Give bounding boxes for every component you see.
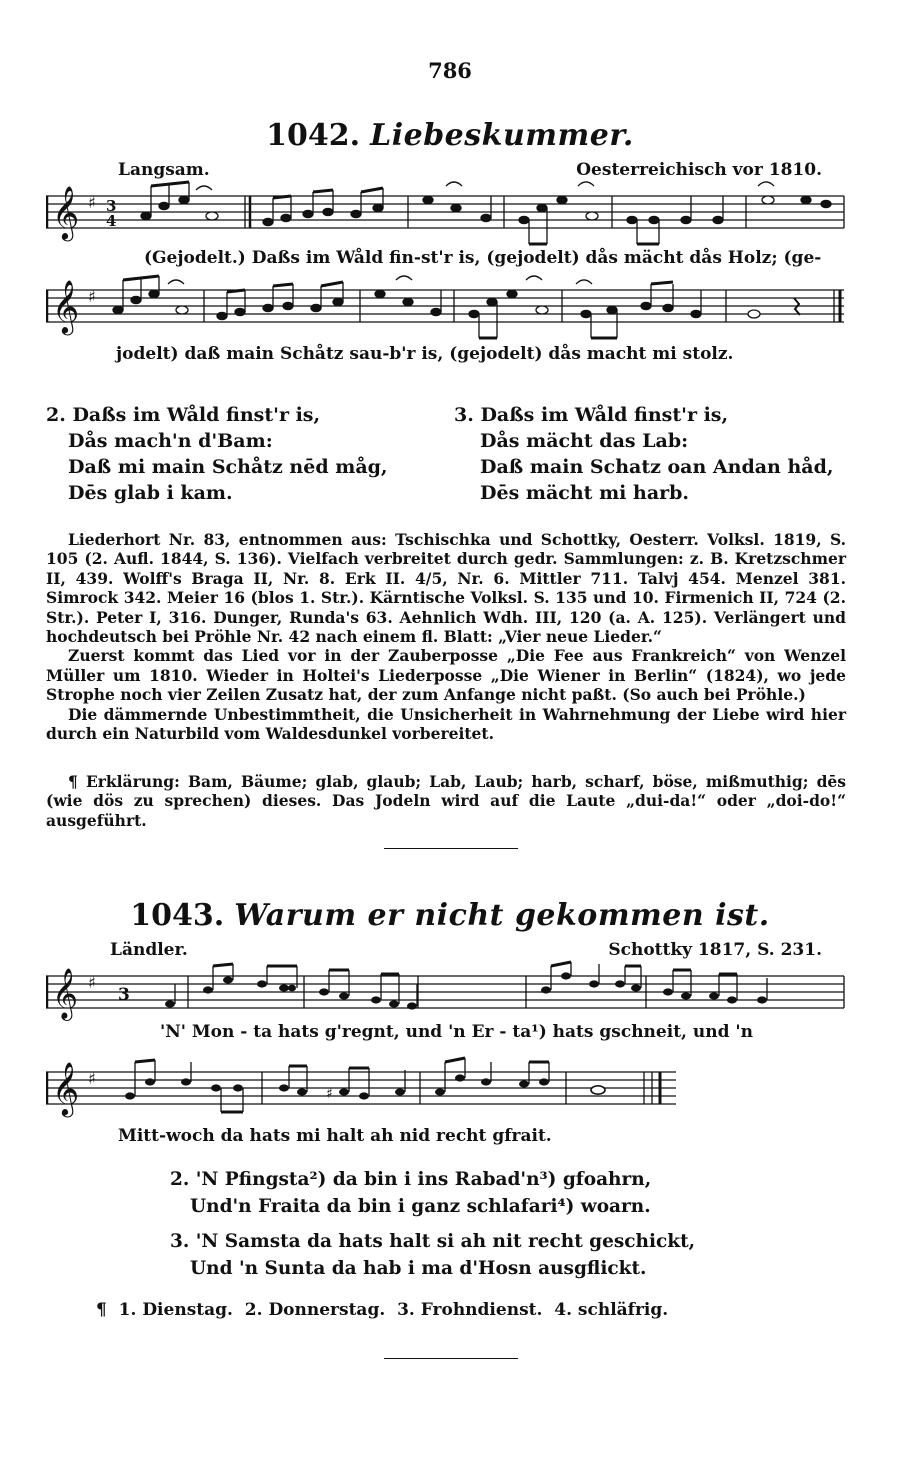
svg-text:𝄞: 𝄞 [52, 1061, 80, 1115]
verse-2 [46, 402, 388, 506]
verse-line: 3. 'N Samsta da hats halt si ah nit recht geschickt, [170, 1231, 696, 1252]
music-staff-3 [46, 960, 846, 1024]
note-paragraph: Zuerst kommt das Lied vor in der Zauberposse „Die Fee aus Frankreich“ von Wenzel Müller um 1810. Wieder in Holtei's Liederposse „Die Wiener in Berlin“ (1824), wo jede Strophe noch vier Zeilen Zusatz hat, der zum Anfange nicht paßt. (So auch bei Pröhle.) [46, 646, 846, 705]
svg-text:♯: ♯ [88, 973, 96, 992]
verse-line: Dås mächt das Lab: [480, 430, 689, 452]
svg-text:♯: ♯ [88, 193, 96, 212]
section-divider [384, 848, 518, 849]
verse-line: Daß mi main Schåtz nēd måg, [68, 456, 388, 478]
song-title-1042 [0, 118, 900, 153]
lyrics-line-1: (Gejodelt.) Daßs im Wåld fin-st'r is, (gejodelt) dås mächt dås Holz; (ge- [144, 248, 822, 268]
verse-line: 2. 'N Pfingsta²) da bin i ins Rabad'n³) gfoahrn, [170, 1169, 652, 1190]
footnotes: ¶ 1. Dienstag. 2. Donnerstag. 3. Frohndienst. 4. schläfrig. [96, 1300, 669, 1320]
source-note: Schottky 1817, S. 231. [608, 940, 822, 960]
tempo-marking: Ländler. [110, 940, 188, 960]
verse-line: Dēs mächt mi harb. [480, 482, 690, 504]
svg-text:4: 4 [106, 212, 117, 230]
verse-line: Und 'n Sunta da hab i ma d'Hosn ausgflickt. [190, 1258, 647, 1279]
explanation [46, 772, 846, 830]
section-divider [384, 1358, 518, 1359]
verse-line: Dēs glab i kam. [68, 482, 233, 504]
song2-verses [170, 1166, 695, 1282]
svg-text:3: 3 [106, 197, 117, 215]
svg-text:𝄞: 𝄞 [52, 279, 80, 333]
svg-text:𝄞: 𝄞 [52, 968, 79, 1019]
explanation-text: ¶ Erklärung: Bam, Bäume; glab, glaub; Lab, Laub; harb, scharf, böse, mißmuthig; dēs (wie dös zu sprechen) dieses. Das Jodeln wird auf die Laute „dui-da!“ oder „doi-do!“ ausgeführt. [46, 772, 846, 830]
verse-3 [454, 402, 834, 506]
svg-text:3: 3 [118, 985, 130, 1005]
verse-line: 3. Daßs im Wåld finst'r is, [454, 404, 729, 426]
song-name: Liebeskummer. [370, 118, 634, 153]
music-staff-4 [46, 1054, 686, 1126]
song-number: 1042. [266, 118, 361, 153]
music-staff-1 [46, 178, 846, 250]
note-paragraph: Die dämmernde Unbestimmtheit, die Unsicherheit in Wahrnehmung der Liebe wird hier durch ein Naturbild vom Waldesdunkel vorbereitet. [46, 704, 846, 744]
tempo-marking: Langsam. [118, 160, 210, 180]
page-number: 786 [428, 58, 472, 83]
note-paragraph: Liederhort Nr. 83, entnommen aus: Tschischka und Schottky, Oesterr. Volksl. 1819, S. 105 (2. Aufl. 1844, S. 136). Vielfach verbreitet durch gedr. Sammlungen: z. B. Kretzschmer II, 439. Wolff's Braga II, Nr. 8. Erk II. 4/5, Nr. 6. Mittler 711. Talvj 454. Menzel 381. Simrock 342. Meier 16 (blos 1. Str.). Kärntische Volksl. S. 135 und 10. Firmenich II, 724 (2. Str.). Peter I, 316. Dunger, Runda's 63. Aehnlich Wdh. III, 120 (a. A. 125). Verlängert und hochdeutsch bei Pröhle Nr. 42 nach einem fl. Blatt: „Vier neue Lieder.“ [46, 530, 846, 647]
svg-text:♯: ♯ [88, 1069, 96, 1088]
song-number: 1043. [130, 898, 225, 933]
lyrics-line-2: jodelt) daß main Schåtz sau-b'r is, (gejodelt) dås macht mi stolz. [116, 344, 734, 364]
lyrics-line-3: 'N' Mon - ta hats g'regnt, und 'n Er - ta¹) hats gschneit, und 'n [160, 1022, 753, 1042]
verse-line: Daß main Schatz oan Andan håd, [480, 456, 834, 478]
svg-text:♯: ♯ [326, 1086, 333, 1102]
verse-line: Dås mach'n d'Bam: [68, 430, 273, 452]
source-notes [46, 530, 846, 743]
svg-text:♯: ♯ [88, 287, 96, 306]
verse-line: Und'n Fraita da bin i ganz schlafari⁴) woarn. [190, 1196, 651, 1217]
song-name: Warum er nicht gekommen ist. [234, 898, 770, 933]
music-staff-2 [46, 272, 846, 344]
verse-line: 2. Daßs im Wåld finst'r is, [46, 404, 321, 426]
source-note: Oesterreichisch vor 1810. [576, 160, 822, 180]
song-title-1043 [0, 898, 900, 933]
lyrics-line-4: Mitt-woch da hats mi halt ah nid recht gfrait. [118, 1126, 552, 1146]
svg-text:𝄞: 𝄞 [52, 185, 80, 239]
